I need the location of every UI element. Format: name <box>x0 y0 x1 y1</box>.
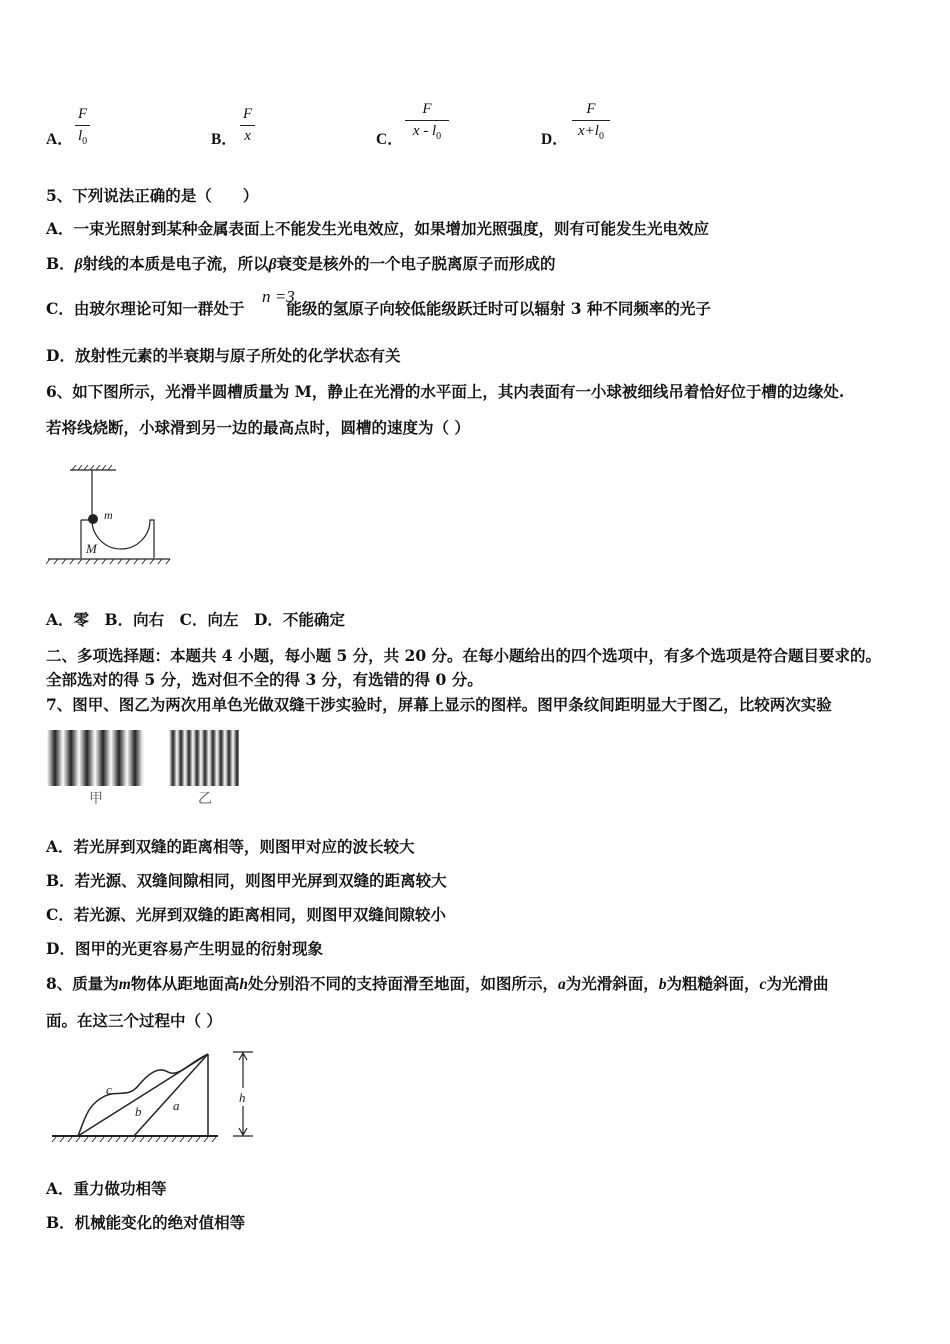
q7-option-a: A．若光屏到双缝的距离相等，则图甲对应的波长较大 <box>46 837 415 856</box>
q6-options: A．零 B．向右 C．向左 D．不能确定 <box>46 610 345 629</box>
q6-figure-label-M: M <box>86 541 97 556</box>
q4-option-c-label: C． <box>376 131 403 148</box>
q8-figure-label-h: h <box>239 1090 246 1105</box>
q7-stem: 7、图甲、图乙为两次用单色光做双缝干涉实验时，屏幕上显示的图样。图甲条纹间距明显大于图乙，比较两次实验 <box>46 695 832 714</box>
section2-line2: 全部选对的得 5 分，选对但不全的得 3 分，有选错的得 0 分。 <box>46 670 483 689</box>
q5-option-a: A．一束光照射到某种金属表面上不能发生光电效应，如果增加光照强度，则有可能发生光电效应 <box>46 219 710 238</box>
q4-option-a-fraction: F $l_0$ <box>75 106 90 147</box>
q5-math-n3: n =3 <box>262 287 295 306</box>
q8-stem-line1: 8、质量为m物体从距地面高h处分别沿不同的支持面滑至地面，如图所示，a为光滑斜面，b为粗糙斜面，c为光滑曲 <box>46 974 829 993</box>
q8-option-b: B．机械能变化的绝对值相等 <box>46 1213 246 1232</box>
q8-figure-label-b: b <box>135 1104 142 1119</box>
q7-option-c: C．若光源、光屏到双缝的距离相同，则图甲双缝间隙较小 <box>46 905 446 924</box>
q8-figure-label-a: a <box>173 1098 180 1113</box>
q8-figure-label-c: c <box>106 1082 112 1097</box>
q4-option-b-fraction: F x <box>240 106 255 147</box>
q7-caption-yi: 乙 <box>198 791 212 807</box>
q7-fringe-pattern-yi <box>169 730 239 786</box>
q8-stem-line2: 面。在这三个过程中（ ） <box>46 1011 222 1030</box>
q4-option-d-fraction: F $x+l_0$ <box>572 101 610 142</box>
q8-slopes-figure <box>50 1046 265 1150</box>
q5-stem: 5、下列说法正确的是（ ） <box>46 186 259 205</box>
q6-figure-label-m: m <box>104 508 113 522</box>
q6-stem-line1: 6、如下图所示，光滑半圆槽质量为 M，静止在光滑的水平面上，其内表面有一小球被细线吊着恰好位于槽的边缘处. <box>46 382 845 401</box>
q6-stem-line2: 若将线烧断，小球滑到另一边的最高点时，圆槽的速度为（ ） <box>46 418 470 437</box>
q5-option-b: B．β射线的本质是电子流，所以β衰变是核外的一个电子脱离原子而形成的 <box>46 254 556 273</box>
q5-option-c: C．由玻尔理论可知一群处于 能级的氢原子向较低能级跃迁时可以辐射 3 种不同频率的光子 <box>46 299 711 318</box>
q7-option-b: B．若光源、双缝间隙相同，则图甲光屏到双缝的距离较大 <box>46 871 447 890</box>
q7-fringe-pattern-jia <box>47 730 144 786</box>
q4-option-a-label: A． <box>46 131 73 148</box>
q5-option-d: D．放射性元素的半衰期与原子所处的化学状态有关 <box>46 346 401 365</box>
q6-groove-figure <box>44 462 174 567</box>
q4-option-b-label: B． <box>211 131 237 148</box>
q7-option-d: D．图甲的光更容易产生明显的衍射现象 <box>46 939 323 958</box>
q7-caption-jia: 甲 <box>89 791 103 807</box>
q8-option-a: A．重力做功相等 <box>46 1179 167 1198</box>
q4-option-d-label: D． <box>541 131 568 148</box>
section2-line1: 二、多项选择题：本题共 4 小题，每小题 5 分，共 20 分。在每小题给出的四个选项中，有多个选项是符合题目要求的。 <box>46 646 882 665</box>
q4-option-c-fraction: F x - $l_0$ <box>405 101 449 142</box>
